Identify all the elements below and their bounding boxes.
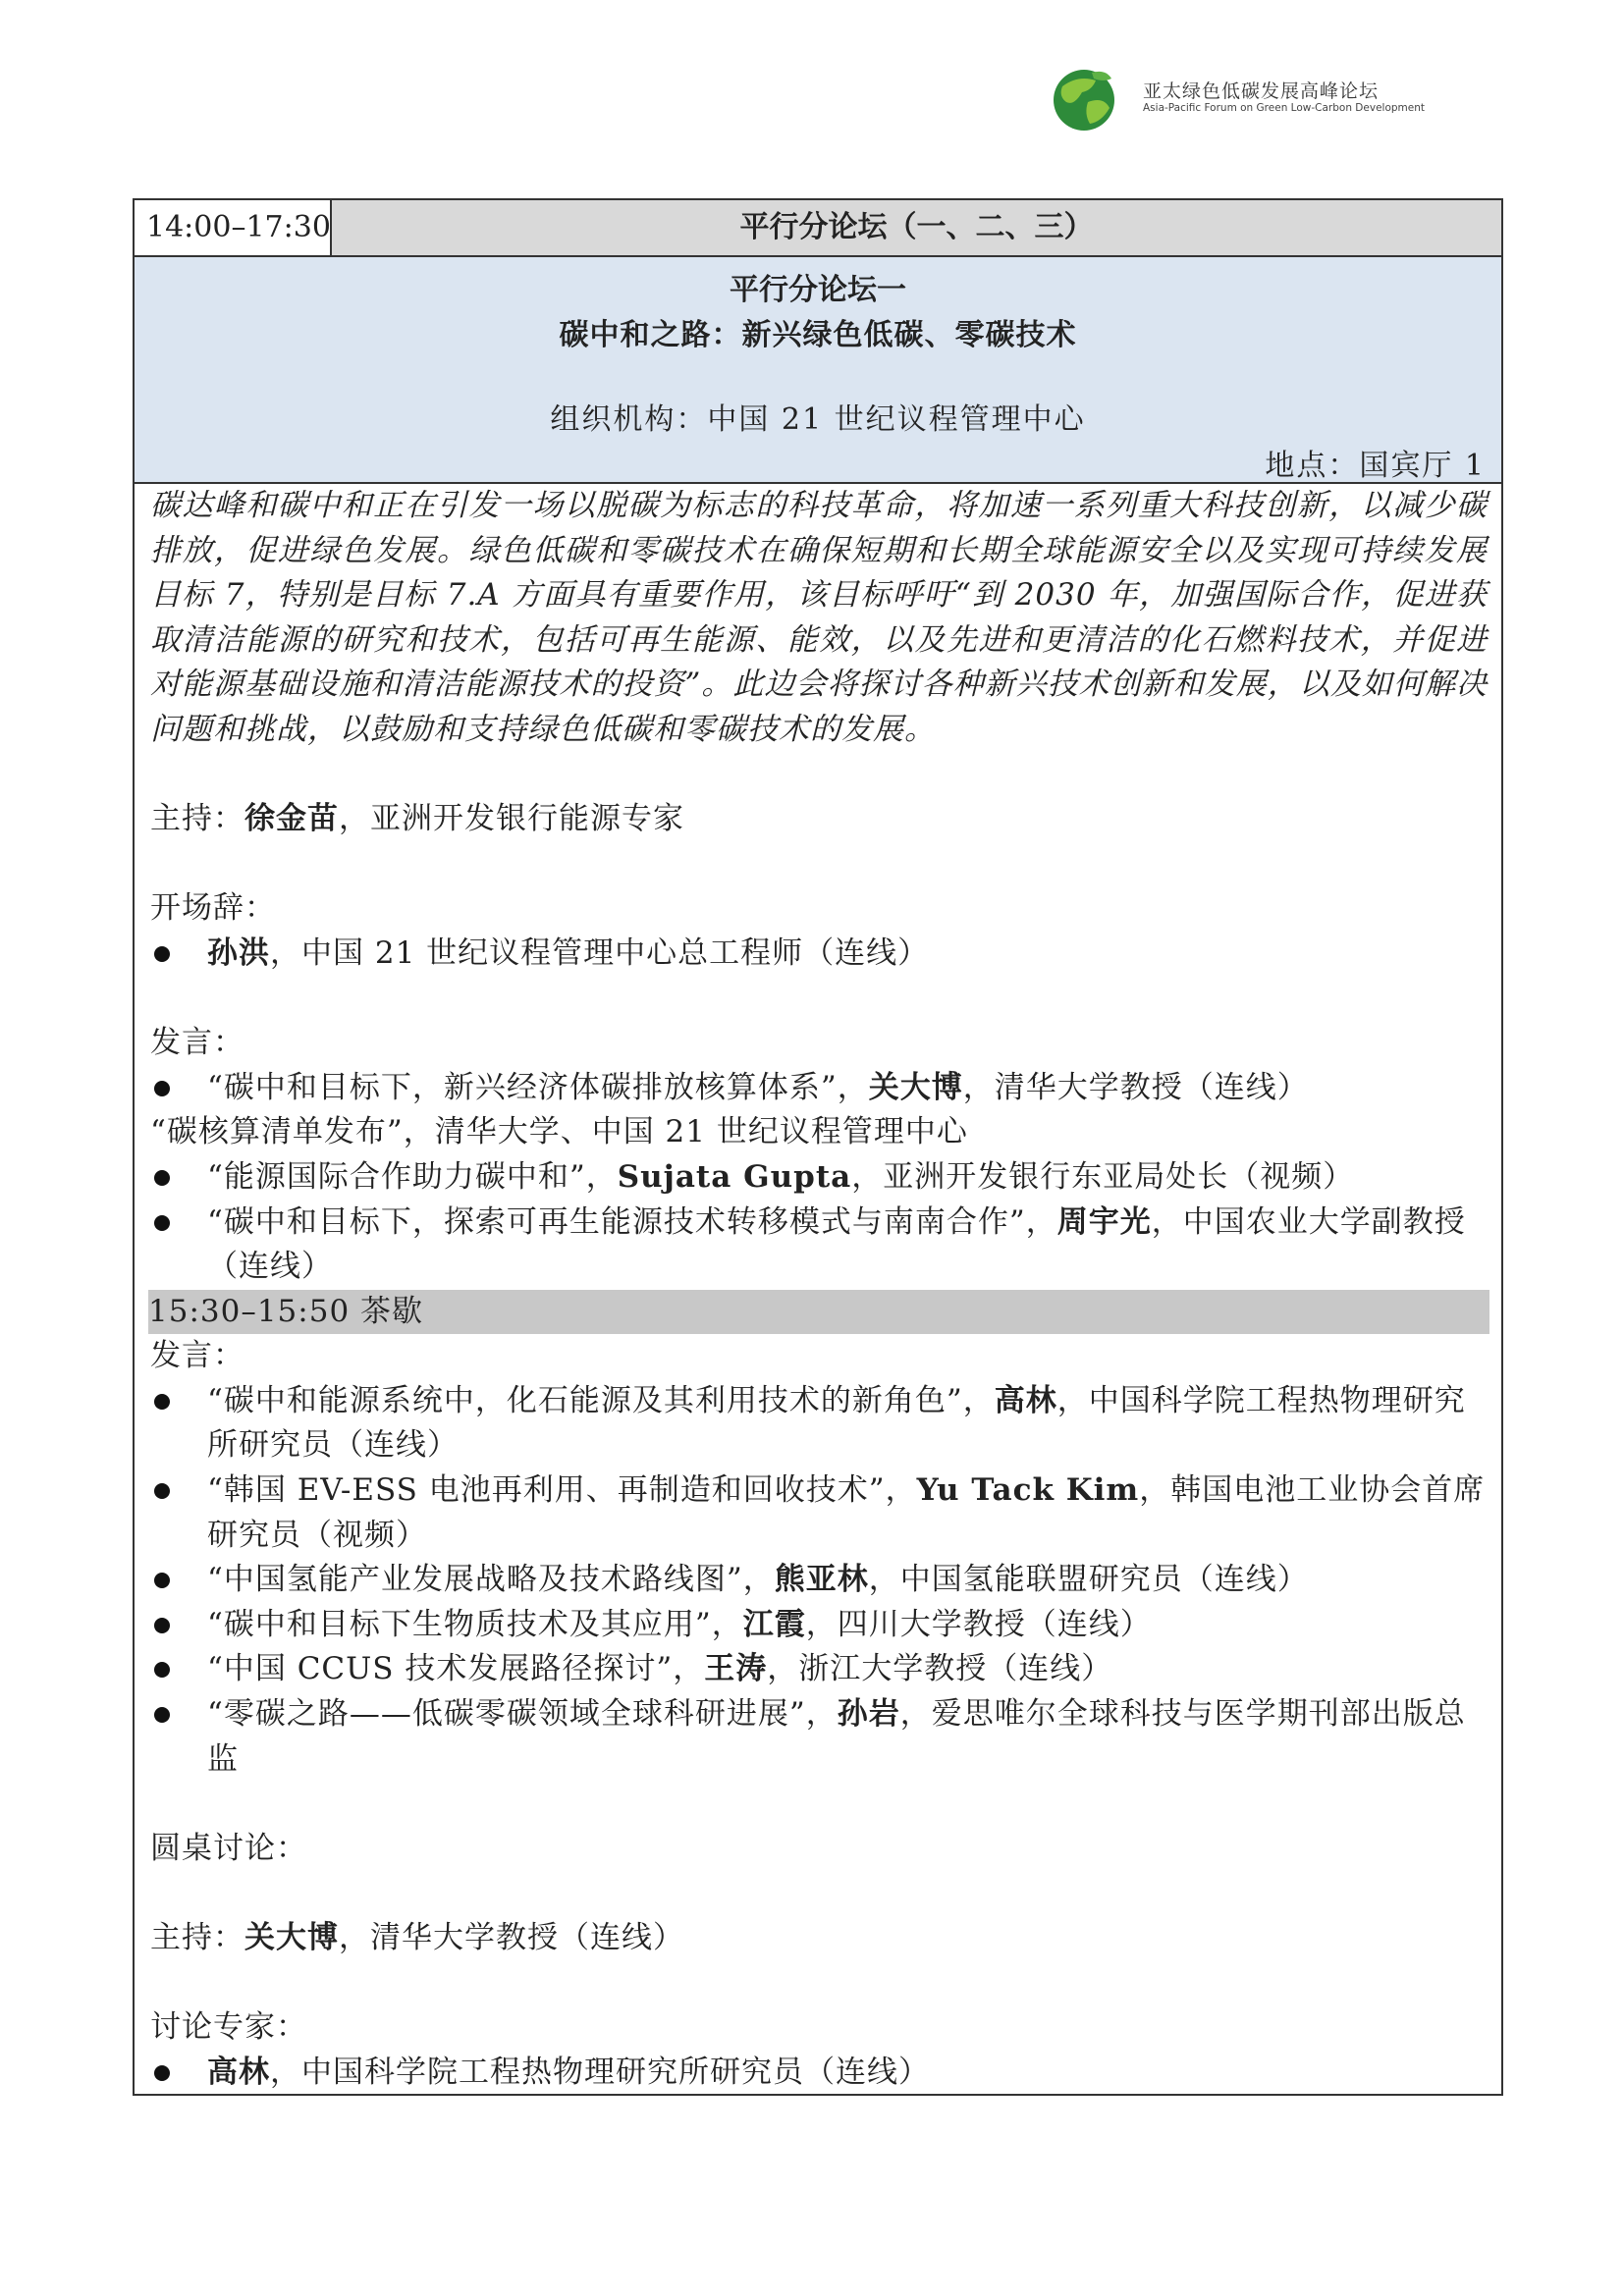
host-name: 关大博	[244, 1920, 339, 1955]
forum-venue: 地点：国宾厅 1	[1265, 449, 1486, 483]
host-label: 主持：	[150, 1920, 244, 1955]
speaker-role: ，清华大学教授（连线）	[962, 1069, 1309, 1105]
speech-topic: “中国 CCUS 技术发展路径探讨”，	[207, 1651, 705, 1687]
speaker-name: 高林	[994, 1382, 1057, 1418]
speaker-name: 熊亚林	[774, 1562, 869, 1598]
list-item	[150, 1558, 1488, 1603]
speaker-name: 孙岩	[837, 1696, 900, 1733]
bullet-icon	[154, 946, 170, 962]
speaker-role: ，爱思唯尔全球科技与医学期刊部出版总监	[207, 1696, 1466, 1777]
session-title: 平行分论坛（一、二、三）	[332, 200, 1501, 257]
bullet-icon	[154, 1573, 170, 1588]
speaker-role: ，中国氢能联盟研究员（连线）	[868, 1562, 1309, 1598]
agenda-table	[133, 198, 1503, 2096]
speech-topic: “中国氢能产业发展战略及技术路线图”，	[207, 1562, 775, 1598]
speaker-role: ，四川大学教授（连线）	[805, 1606, 1152, 1642]
opening-label: 开场辞：	[150, 890, 276, 927]
list-item	[150, 1379, 1488, 1468]
speech-topic: “韩国 EV-ESS 电池再利用、再制造和回收技术”，	[207, 1472, 917, 1509]
break-label: 茶歇	[360, 1293, 424, 1329]
speaker-name: 王涛	[704, 1651, 768, 1687]
bullet-icon	[154, 1215, 170, 1231]
list-item	[150, 1692, 1488, 1782]
speaker-name: 孙洪	[207, 934, 270, 971]
speeches-label: 发言：	[150, 1338, 244, 1374]
forum-intro: 碳达峰和碳中和正在引发一场以脱碳为标志的科技革命，将加速一系列重大科技创新，以减少碳排放，促进绿色发展。绿色低碳和零碳技术在确保短期和长期全球能源安全以及实现可持续发展目标 7，特别是目标 7.A 方面具有重要作用，该目标呼吁“到 2030 年，加强国际合作，促进获取清洁能源的研究和技术，包括可再生能源、能效，以及先进和更清洁的化石燃料技术，并促进对能源基础设施和清洁能源技术的投资”。此边会将探讨各种新兴技术创新和发展，以及如何解决问题和挑战，以鼓励和支持绿色低碳和零碳技术的发展。	[150, 488, 1488, 747]
speaker-name: 关大博	[868, 1069, 963, 1105]
speaker-name: 高林	[207, 2054, 270, 2090]
list-item	[150, 1647, 1488, 1692]
speaker-name: 周宇光	[1056, 1203, 1152, 1240]
bullet-icon	[154, 1662, 170, 1678]
logo-title-cn: 亚太绿色低碳发展高峰论坛	[1143, 80, 1380, 102]
speeches-label: 发言：	[150, 1025, 244, 1061]
experts-label: 讨论专家：	[150, 2009, 307, 2046]
speaker-role: ，韩国电池工业协会首席研究员（视频）	[207, 1472, 1486, 1553]
forum-name: 平行分论坛一	[730, 273, 906, 307]
release-line: “碳核算清单发布”，清华大学、中国 21 世纪议程管理中心	[150, 1114, 968, 1150]
roundtable-host-line	[150, 1916, 1488, 1961]
forum-header	[135, 257, 1501, 484]
forum-organizer: 组织机构：中国 21 世纪议程管理中心	[550, 402, 1086, 437]
speech-topic: “碳中和目标下生物质技术及其应用”，	[207, 1606, 743, 1642]
host-role: ，亚洲开发银行能源专家	[339, 801, 684, 837]
bullet-icon	[154, 1394, 170, 1410]
tea-break-row	[148, 1290, 1489, 1335]
list-item	[150, 1603, 1488, 1648]
globe-logo-icon	[1049, 67, 1121, 132]
list-item	[150, 1066, 1488, 1111]
speaker-role: ，中国科学院工程热物理研究所研究员（连线）	[270, 2054, 930, 2090]
agenda-content	[150, 484, 1488, 2095]
speaker-name: Yu Tack Kim	[916, 1472, 1140, 1509]
speaker-name: 江霞	[742, 1606, 806, 1642]
list-item	[150, 1468, 1488, 1558]
list-item	[150, 2051, 1488, 2096]
speech-topic: “能源国际合作助力碳中和”，	[207, 1158, 618, 1195]
bullet-icon	[154, 1618, 170, 1633]
list-item	[150, 1155, 1488, 1201]
host-role: ，清华大学教授（连线）	[339, 1920, 684, 1955]
host-name: 徐金苗	[244, 801, 339, 837]
roundtable-label: 圆桌讨论：	[150, 1830, 307, 1866]
forum-theme: 碳中和之路：新兴绿色低碳、零碳技术	[559, 318, 1077, 352]
speech-topic: “零碳之路——低碳零碳领域全球科研进展”，	[207, 1696, 838, 1733]
list-item	[150, 932, 1488, 977]
speech-topic: “碳中和能源系统中，化石能源及其利用技术的新角色”，	[207, 1382, 995, 1418]
speech-topic: “碳中和目标下，新兴经济体碳排放核算体系”，	[207, 1069, 869, 1105]
speech-topic: “碳中和目标下，探索可再生能源技术转移模式与南南合作”，	[207, 1203, 1057, 1240]
bullet-icon	[154, 1081, 170, 1096]
bullet-icon	[154, 2065, 170, 2081]
logo-title-en: Asia-Pacific Forum on Green Low-Carbon Development	[1143, 102, 1425, 114]
speaker-name: Sujata Gupta	[617, 1158, 852, 1195]
bullet-icon	[154, 1707, 170, 1723]
bullet-icon	[154, 1483, 170, 1499]
list-item	[150, 1201, 1488, 1290]
host-label: 主持：	[150, 801, 244, 837]
speaker-role: ，浙江大学教授（连线）	[767, 1651, 1113, 1687]
break-time: 15:30–15:50	[148, 1293, 351, 1329]
host-line	[150, 797, 1488, 842]
session-time: 14:00–17:30	[135, 200, 332, 257]
speaker-role: ，中国科学院工程热物理研究所研究员（连线）	[207, 1382, 1466, 1464]
bullet-icon	[154, 1170, 170, 1186]
forum-logo	[1049, 67, 1425, 132]
speaker-role: ，亚洲开发银行东亚局处长（视频）	[851, 1158, 1355, 1195]
speaker-role: ，中国农业大学副教授（连线）	[207, 1203, 1466, 1285]
speaker-role: ，中国 21 世纪议程管理中心总工程师（连线）	[270, 934, 930, 971]
